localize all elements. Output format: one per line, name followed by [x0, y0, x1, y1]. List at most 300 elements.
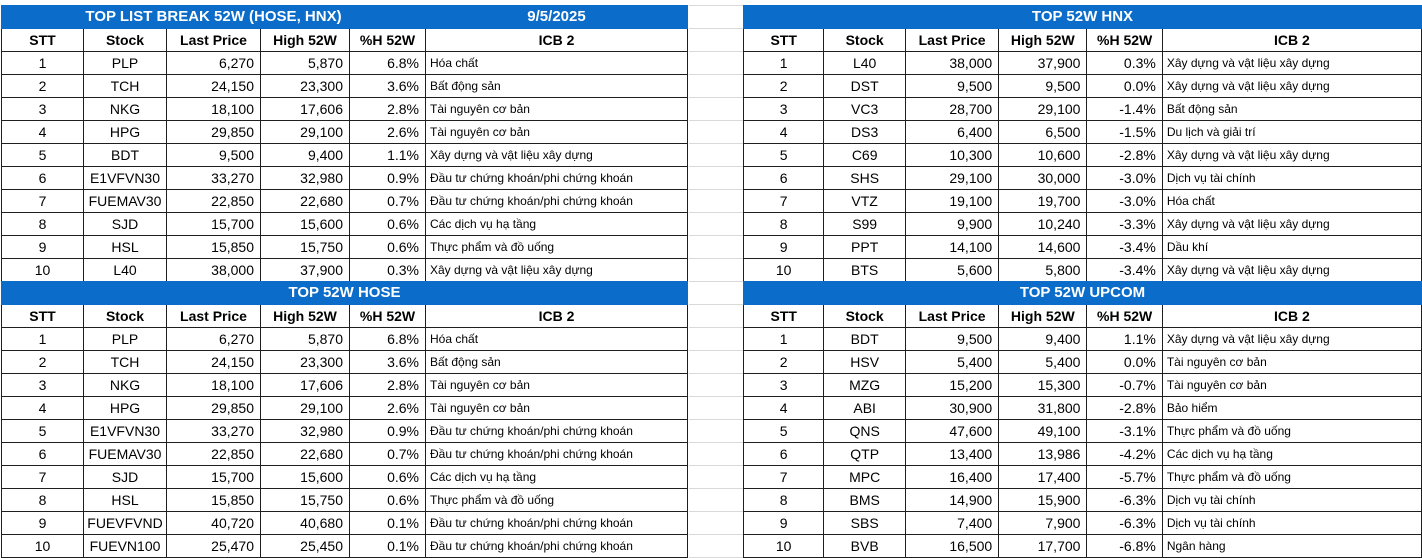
- table-row: [2, 535, 688, 558]
- cell-stock[interactable]: BMS: [824, 489, 906, 512]
- header-stt[interactable]: STT: [744, 29, 824, 52]
- cell-high-52w[interactable]: 25,450: [261, 535, 350, 558]
- cell-last-price[interactable]: 18,100: [167, 374, 261, 397]
- cell-icb2[interactable]: Tài nguyên cơ bản: [1162, 374, 1421, 397]
- cell-icb2[interactable]: Thực phẩm và đồ uống: [1162, 420, 1421, 443]
- cell-high-52w[interactable]: 49,100: [999, 420, 1087, 443]
- cell-last-price[interactable]: 24,150: [167, 75, 261, 98]
- cell-last-price[interactable]: 5,600: [905, 259, 998, 282]
- header-stock[interactable]: Stock: [84, 29, 167, 52]
- cell-icb2[interactable]: Xây dựng và vật liệu xây dựng: [1162, 144, 1421, 167]
- cell-high-52w[interactable]: 9,400: [261, 144, 350, 167]
- table-row: [744, 328, 1422, 351]
- cell-high-52w[interactable]: 9,400: [999, 328, 1087, 351]
- cell-icb2[interactable]: Xây dựng và vật liệu xây dựng: [1162, 213, 1421, 236]
- cell-stt[interactable]: 8: [2, 489, 84, 512]
- header-icb2[interactable]: ICB 2: [426, 305, 688, 328]
- cell-stock[interactable]: NKG: [84, 374, 167, 397]
- cell-stock[interactable]: L40: [84, 259, 167, 282]
- cell-high-52w[interactable]: 23,300: [261, 351, 350, 374]
- cell-last-price[interactable]: 38,000: [167, 259, 261, 282]
- cell-stock[interactable]: TCH: [84, 351, 167, 374]
- table-row: [2, 374, 688, 397]
- cell-last-price[interactable]: 16,500: [905, 535, 998, 558]
- cell-last-price[interactable]: 40,720: [167, 512, 261, 535]
- grid-line: [689, 488, 743, 489]
- cell-stt[interactable]: 6: [744, 443, 824, 466]
- cell-last-price[interactable]: 9,500: [905, 328, 998, 351]
- header-pct-52w[interactable]: %H 52W: [1087, 305, 1162, 328]
- cell-high-52w[interactable]: 15,750: [261, 489, 350, 512]
- cell-stt[interactable]: 9: [2, 236, 84, 259]
- cell-high-52w[interactable]: 40,680: [261, 512, 350, 535]
- cell-stock[interactable]: DST: [824, 75, 906, 98]
- cell-pct-52w[interactable]: -3.0%: [1087, 167, 1162, 190]
- cell-last-price[interactable]: 6,270: [167, 328, 261, 351]
- cell-last-price[interactable]: 29,100: [905, 167, 998, 190]
- cell-high-52w[interactable]: 10,240: [999, 213, 1087, 236]
- cell-stt[interactable]: 2: [2, 351, 84, 374]
- cell-stt[interactable]: 10: [2, 259, 84, 282]
- cell-icb2[interactable]: Bất động sản: [1162, 98, 1421, 121]
- cell-last-price[interactable]: 15,200: [905, 374, 998, 397]
- cell-last-price[interactable]: 15,850: [167, 489, 261, 512]
- header-icb2[interactable]: ICB 2: [426, 29, 688, 52]
- header-last-price[interactable]: Last Price: [167, 305, 261, 328]
- cell-stock[interactable]: MZG: [824, 374, 906, 397]
- header-icb2[interactable]: ICB 2: [1162, 305, 1421, 328]
- cell-pct-52w[interactable]: -3.0%: [1087, 190, 1162, 213]
- cell-icb2[interactable]: Dầu khí: [1162, 236, 1421, 259]
- cell-stock[interactable]: PLP: [84, 52, 167, 75]
- header-high-52w[interactable]: High 52W: [999, 29, 1087, 52]
- cell-stt[interactable]: 2: [744, 75, 824, 98]
- cell-icb2[interactable]: Ngân hàng: [1162, 535, 1421, 558]
- cell-pct-52w[interactable]: -3.1%: [1087, 420, 1162, 443]
- cell-last-price[interactable]: 9,500: [167, 144, 261, 167]
- cell-last-price[interactable]: 9,900: [905, 213, 998, 236]
- cell-last-price[interactable]: 6,400: [905, 121, 998, 144]
- cell-stock[interactable]: FUEMAV30: [84, 443, 167, 466]
- cell-icb2[interactable]: Đầu tư chứng khoán/phi chứng khoán: [426, 535, 688, 558]
- cell-stt[interactable]: 8: [744, 489, 824, 512]
- cell-pct-52w[interactable]: 0.6%: [350, 236, 426, 259]
- cell-pct-52w[interactable]: -4.2%: [1087, 443, 1162, 466]
- cell-last-price[interactable]: 28,700: [905, 98, 998, 121]
- cell-high-52w[interactable]: 32,980: [261, 420, 350, 443]
- cell-last-price[interactable]: 15,700: [167, 466, 261, 489]
- cell-icb2[interactable]: Thực phẩm và đồ uống: [426, 236, 688, 259]
- grid-line: [689, 97, 743, 98]
- table-row: [744, 52, 1422, 75]
- cell-stock[interactable]: FUEVN100: [84, 535, 167, 558]
- cell-high-52w[interactable]: 5,400: [999, 351, 1087, 374]
- table-title-row: [2, 6, 688, 29]
- cell-last-price[interactable]: 16,400: [905, 466, 998, 489]
- cell-high-52w[interactable]: 5,800: [999, 259, 1087, 282]
- cell-icb2[interactable]: Các dịch vụ hạ tầng: [426, 466, 688, 489]
- table-row: [744, 351, 1422, 374]
- header-high-52w[interactable]: High 52W: [999, 305, 1087, 328]
- cell-high-52w[interactable]: 23,300: [261, 75, 350, 98]
- cell-stock[interactable]: FUEMAV30: [84, 190, 167, 213]
- cell-stt[interactable]: 3: [2, 374, 84, 397]
- cell-pct-52w[interactable]: -2.8%: [1087, 397, 1162, 420]
- cell-stt[interactable]: 6: [2, 443, 84, 466]
- cell-icb2[interactable]: Dịch vụ tài chính: [1162, 489, 1421, 512]
- table-row: [744, 259, 1422, 282]
- cell-high-52w[interactable]: 37,900: [261, 259, 350, 282]
- cell-stt[interactable]: 9: [2, 512, 84, 535]
- cell-icb2[interactable]: Bất động sản: [426, 75, 688, 98]
- cell-last-price[interactable]: 19,100: [905, 190, 998, 213]
- header-last-price[interactable]: Last Price: [905, 29, 998, 52]
- cell-high-52w[interactable]: 29,100: [261, 397, 350, 420]
- cell-stt[interactable]: 8: [744, 213, 824, 236]
- cell-last-price[interactable]: 30,900: [905, 397, 998, 420]
- cell-stt[interactable]: 4: [2, 397, 84, 420]
- cell-high-52w[interactable]: 15,600: [261, 466, 350, 489]
- cell-pct-52w[interactable]: 0.0%: [1087, 351, 1162, 374]
- cell-stock[interactable]: DS3: [824, 121, 906, 144]
- cell-stt[interactable]: 10: [744, 259, 824, 282]
- cell-icb2[interactable]: Đầu tư chứng khoán/phi chứng khoán: [426, 443, 688, 466]
- table-row: [2, 351, 688, 374]
- stock-table: [743, 5, 1422, 282]
- cell-pct-52w[interactable]: 2.6%: [350, 397, 426, 420]
- cell-high-52w[interactable]: 7,900: [999, 512, 1087, 535]
- cell-stt[interactable]: 2: [2, 75, 84, 98]
- header-stock[interactable]: Stock: [824, 305, 906, 328]
- cell-stock[interactable]: E1VFVN30: [84, 167, 167, 190]
- cell-stock[interactable]: HPG: [84, 397, 167, 420]
- cell-icb2[interactable]: Đầu tư chứng khoán/phi chứng khoán: [426, 420, 688, 443]
- cell-last-price[interactable]: 15,850: [167, 236, 261, 259]
- cell-stock[interactable]: MPC: [824, 466, 906, 489]
- cell-icb2[interactable]: Xây dựng và vật liệu xây dựng: [1162, 259, 1421, 282]
- cell-high-52w[interactable]: 32,980: [261, 167, 350, 190]
- cell-pct-52w[interactable]: -1.4%: [1087, 98, 1162, 121]
- cell-stt[interactable]: 4: [2, 121, 84, 144]
- cell-icb2[interactable]: Bất động sản: [426, 351, 688, 374]
- cell-icb2[interactable]: Xây dựng và vật liệu xây dựng: [426, 144, 688, 167]
- column-header-row: [2, 305, 688, 328]
- table-row: [744, 236, 1422, 259]
- cell-last-price[interactable]: 14,100: [905, 236, 998, 259]
- cell-pct-52w[interactable]: 1.1%: [350, 144, 426, 167]
- cell-high-52w[interactable]: 15,300: [999, 374, 1087, 397]
- cell-pct-52w[interactable]: 3.6%: [350, 351, 426, 374]
- cell-pct-52w[interactable]: 0.3%: [1087, 52, 1162, 75]
- cell-pct-52w[interactable]: 0.1%: [350, 512, 426, 535]
- cell-stt[interactable]: 7: [744, 190, 824, 213]
- cell-high-52w[interactable]: 14,600: [999, 236, 1087, 259]
- cell-high-52w[interactable]: 29,100: [261, 121, 350, 144]
- header-pct-52w[interactable]: %H 52W: [1087, 29, 1162, 52]
- cell-pct-52w[interactable]: 0.0%: [1087, 75, 1162, 98]
- cell-high-52w[interactable]: 15,750: [261, 236, 350, 259]
- cell-last-price[interactable]: 24,150: [167, 351, 261, 374]
- cell-icb2[interactable]: Du lịch và giải trí: [1162, 121, 1421, 144]
- cell-last-price[interactable]: 33,270: [167, 167, 261, 190]
- cell-high-52w[interactable]: 15,600: [261, 213, 350, 236]
- header-high-52w[interactable]: High 52W: [261, 29, 350, 52]
- cell-pct-52w[interactable]: -5.7%: [1087, 466, 1162, 489]
- cell-stt[interactable]: 3: [744, 374, 824, 397]
- table-row: [2, 52, 688, 75]
- cell-pct-52w[interactable]: 6.8%: [350, 52, 426, 75]
- cell-icb2[interactable]: Dịch vụ tài chính: [1162, 167, 1421, 190]
- cell-pct-52w[interactable]: 2.8%: [350, 98, 426, 121]
- cell-stock[interactable]: S99: [824, 213, 906, 236]
- table-row: [2, 75, 688, 98]
- cell-icb2[interactable]: Xây dựng và vật liệu xây dựng: [1162, 75, 1421, 98]
- header-stt[interactable]: STT: [2, 305, 84, 328]
- cell-icb2[interactable]: Thực phẩm và đồ uống: [426, 489, 688, 512]
- cell-stt[interactable]: 4: [744, 397, 824, 420]
- cell-stock[interactable]: BTS: [824, 259, 906, 282]
- cell-icb2[interactable]: Hóa chất: [426, 328, 688, 351]
- cell-high-52w[interactable]: 10,600: [999, 144, 1087, 167]
- cell-high-52w[interactable]: 6,500: [999, 121, 1087, 144]
- cell-high-52w[interactable]: 13,986: [999, 443, 1087, 466]
- cell-icb2[interactable]: Tài nguyên cơ bản: [426, 374, 688, 397]
- cell-stt[interactable]: 6: [744, 167, 824, 190]
- cell-pct-52w[interactable]: -1.5%: [1087, 121, 1162, 144]
- cell-high-52w[interactable]: 22,680: [261, 443, 350, 466]
- cell-pct-52w[interactable]: 2.8%: [350, 374, 426, 397]
- cell-stock[interactable]: FUEVFVND: [84, 512, 167, 535]
- cell-high-52w[interactable]: 22,680: [261, 190, 350, 213]
- cell-pct-52w[interactable]: 0.3%: [350, 259, 426, 282]
- cell-last-price[interactable]: 15,700: [167, 213, 261, 236]
- cell-stock[interactable]: HSL: [84, 489, 167, 512]
- header-stock[interactable]: Stock: [824, 29, 906, 52]
- cell-stt[interactable]: 5: [744, 420, 824, 443]
- cell-pct-52w[interactable]: -6.3%: [1087, 512, 1162, 535]
- cell-icb2[interactable]: Xây dựng và vật liệu xây dựng: [1162, 328, 1421, 351]
- cell-stock[interactable]: BDT: [824, 328, 906, 351]
- table-row: [744, 144, 1422, 167]
- cell-last-price[interactable]: 18,100: [167, 98, 261, 121]
- cell-stock[interactable]: SJD: [84, 466, 167, 489]
- cell-pct-52w[interactable]: 2.6%: [350, 121, 426, 144]
- cell-stt[interactable]: 7: [744, 466, 824, 489]
- cell-pct-52w[interactable]: -6.8%: [1087, 535, 1162, 558]
- cell-stock[interactable]: BDT: [84, 144, 167, 167]
- cell-stock[interactable]: HPG: [84, 121, 167, 144]
- table-row: [744, 443, 1422, 466]
- table-row: [2, 144, 688, 167]
- cell-icb2[interactable]: Tài nguyên cơ bản: [426, 397, 688, 420]
- cell-stt[interactable]: 1: [2, 328, 84, 351]
- cell-icb2[interactable]: Hóa chất: [1162, 190, 1421, 213]
- cell-high-52w[interactable]: 9,500: [999, 75, 1087, 98]
- cell-icb2[interactable]: Tài nguyên cơ bản: [1162, 351, 1421, 374]
- cell-last-price[interactable]: 33,270: [167, 420, 261, 443]
- cell-high-52w[interactable]: 30,000: [999, 167, 1087, 190]
- cell-stock[interactable]: QTP: [824, 443, 906, 466]
- cell-pct-52w[interactable]: 1.1%: [1087, 328, 1162, 351]
- cell-stt[interactable]: 3: [744, 98, 824, 121]
- header-pct-52w[interactable]: %H 52W: [350, 305, 426, 328]
- cell-icb2[interactable]: Thực phẩm và đồ uống: [1162, 466, 1421, 489]
- cell-icb2[interactable]: Đầu tư chứng khoán/phi chứng khoán: [426, 190, 688, 213]
- cell-high-52w[interactable]: 19,700: [999, 190, 1087, 213]
- cell-high-52w[interactable]: 31,800: [999, 397, 1087, 420]
- cell-high-52w[interactable]: 5,870: [261, 328, 350, 351]
- cell-last-price[interactable]: 22,850: [167, 190, 261, 213]
- table-title[interactable]: TOP 52W HNX: [744, 6, 1422, 29]
- cell-pct-52w[interactable]: 3.6%: [350, 75, 426, 98]
- table-row: [2, 190, 688, 213]
- cell-pct-52w[interactable]: 0.9%: [350, 167, 426, 190]
- cell-stt[interactable]: 2: [744, 351, 824, 374]
- cell-pct-52w[interactable]: 0.6%: [350, 489, 426, 512]
- cell-stock[interactable]: QNS: [824, 420, 906, 443]
- cell-pct-52w[interactable]: 6.8%: [350, 328, 426, 351]
- header-high-52w[interactable]: High 52W: [261, 305, 350, 328]
- cell-stt[interactable]: 7: [2, 190, 84, 213]
- cell-stt[interactable]: 6: [2, 167, 84, 190]
- cell-stt[interactable]: 10: [744, 535, 824, 558]
- cell-high-52w[interactable]: 17,400: [999, 466, 1087, 489]
- table-row: [2, 213, 688, 236]
- cell-pct-52w[interactable]: -3.3%: [1087, 213, 1162, 236]
- cell-stt[interactable]: 1: [744, 328, 824, 351]
- cell-icb2[interactable]: Hóa chất: [426, 52, 688, 75]
- cell-pct-52w[interactable]: -3.4%: [1087, 259, 1162, 282]
- cell-stt[interactable]: 7: [2, 466, 84, 489]
- report-date[interactable]: 9/5/2025: [426, 6, 688, 29]
- cell-icb2[interactable]: Dịch vụ tài chính: [1162, 512, 1421, 535]
- cell-last-price[interactable]: 14,900: [905, 489, 998, 512]
- table-row: [2, 121, 688, 144]
- header-stock[interactable]: Stock: [84, 305, 167, 328]
- cell-stock[interactable]: L40: [824, 52, 906, 75]
- cell-pct-52w[interactable]: -6.3%: [1087, 489, 1162, 512]
- cell-stock[interactable]: HSV: [824, 351, 906, 374]
- cell-stock[interactable]: E1VFVN30: [84, 420, 167, 443]
- cell-stt[interactable]: 1: [744, 52, 824, 75]
- table-title[interactable]: TOP 52W UPCOM: [744, 282, 1422, 305]
- cell-icb2[interactable]: Đầu tư chứng khoán/phi chứng khoán: [426, 167, 688, 190]
- header-icb2[interactable]: ICB 2: [1162, 29, 1421, 52]
- cell-pct-52w[interactable]: 0.6%: [350, 466, 426, 489]
- cell-stt[interactable]: 5: [744, 144, 824, 167]
- cell-stock[interactable]: TCH: [84, 75, 167, 98]
- cell-icb2[interactable]: Các dịch vụ hạ tầng: [426, 213, 688, 236]
- table-row: [2, 259, 688, 282]
- cell-high-52w[interactable]: 15,900: [999, 489, 1087, 512]
- grid-line: [689, 258, 743, 259]
- cell-icb2[interactable]: Tài nguyên cơ bản: [426, 98, 688, 121]
- header-stt[interactable]: STT: [2, 29, 84, 52]
- cell-stock[interactable]: BVB: [824, 535, 906, 558]
- cell-stt[interactable]: 9: [744, 236, 824, 259]
- cell-icb2[interactable]: Đầu tư chứng khoán/phi chứng khoán: [426, 512, 688, 535]
- cell-stt[interactable]: 8: [2, 213, 84, 236]
- cell-high-52w[interactable]: 37,900: [999, 52, 1087, 75]
- cell-pct-52w[interactable]: -0.7%: [1087, 374, 1162, 397]
- table-title-row: [744, 282, 1422, 305]
- cell-stt[interactable]: 5: [2, 144, 84, 167]
- cell-icb2[interactable]: Tài nguyên cơ bản: [426, 121, 688, 144]
- cell-pct-52w[interactable]: 0.6%: [350, 213, 426, 236]
- table-title-row: [2, 282, 688, 305]
- cell-high-52w[interactable]: 5,870: [261, 52, 350, 75]
- table-row: [744, 75, 1422, 98]
- header-stt[interactable]: STT: [744, 305, 824, 328]
- header-last-price[interactable]: Last Price: [905, 305, 998, 328]
- cell-pct-52w[interactable]: 0.7%: [350, 443, 426, 466]
- cell-last-price[interactable]: 29,850: [167, 397, 261, 420]
- cell-icb2[interactable]: Bảo hiểm: [1162, 397, 1421, 420]
- cell-icb2[interactable]: Xây dựng và vật liệu xây dựng: [426, 259, 688, 282]
- cell-pct-52w[interactable]: 0.7%: [350, 190, 426, 213]
- cell-stt[interactable]: 1: [2, 52, 84, 75]
- header-last-price[interactable]: Last Price: [167, 29, 261, 52]
- cell-stt[interactable]: 3: [2, 98, 84, 121]
- cell-stock[interactable]: VTZ: [824, 190, 906, 213]
- cell-stt[interactable]: 5: [2, 420, 84, 443]
- table-title[interactable]: TOP 52W HOSE: [2, 282, 688, 305]
- table-row: [744, 466, 1422, 489]
- cell-pct-52w[interactable]: -2.8%: [1087, 144, 1162, 167]
- cell-stock[interactable]: ABI: [824, 397, 906, 420]
- cell-last-price[interactable]: 5,400: [905, 351, 998, 374]
- table-title[interactable]: TOP LIST BREAK 52W (HOSE, HNX): [2, 6, 426, 29]
- cell-last-price[interactable]: 47,600: [905, 420, 998, 443]
- cell-last-price[interactable]: 25,470: [167, 535, 261, 558]
- cell-last-price[interactable]: 29,850: [167, 121, 261, 144]
- cell-pct-52w[interactable]: 0.9%: [350, 420, 426, 443]
- cell-stock[interactable]: SHS: [824, 167, 906, 190]
- cell-stock[interactable]: HSL: [84, 236, 167, 259]
- cell-last-price[interactable]: 7,400: [905, 512, 998, 535]
- cell-last-price[interactable]: 22,850: [167, 443, 261, 466]
- table-row: [744, 213, 1422, 236]
- cell-stock[interactable]: SJD: [84, 213, 167, 236]
- cell-stock[interactable]: PPT: [824, 236, 906, 259]
- cell-last-price[interactable]: 13,400: [905, 443, 998, 466]
- cell-stt[interactable]: 10: [2, 535, 84, 558]
- cell-last-price[interactable]: 6,270: [167, 52, 261, 75]
- cell-last-price[interactable]: 9,500: [905, 75, 998, 98]
- header-pct-52w[interactable]: %H 52W: [350, 29, 426, 52]
- table-row: [2, 443, 688, 466]
- cell-stock[interactable]: VC3: [824, 98, 906, 121]
- table-row: [2, 420, 688, 443]
- cell-high-52w[interactable]: 17,606: [261, 98, 350, 121]
- cell-high-52w[interactable]: 17,606: [261, 374, 350, 397]
- cell-high-52w[interactable]: 17,700: [999, 535, 1087, 558]
- cell-high-52w[interactable]: 29,100: [999, 98, 1087, 121]
- cell-pct-52w[interactable]: 0.1%: [350, 535, 426, 558]
- cell-stt[interactable]: 4: [744, 121, 824, 144]
- cell-stt[interactable]: 9: [744, 512, 824, 535]
- cell-stock[interactable]: PLP: [84, 328, 167, 351]
- cell-stock[interactable]: SBS: [824, 512, 906, 535]
- cell-icb2[interactable]: Xây dựng và vật liệu xây dựng: [1162, 52, 1421, 75]
- cell-pct-52w[interactable]: -3.4%: [1087, 236, 1162, 259]
- cell-icb2[interactable]: Các dịch vụ hạ tầng: [1162, 443, 1421, 466]
- cell-stock[interactable]: NKG: [84, 98, 167, 121]
- cell-stock[interactable]: C69: [824, 144, 906, 167]
- cell-last-price[interactable]: 10,300: [905, 144, 998, 167]
- grid-line: [689, 235, 743, 236]
- cell-last-price[interactable]: 38,000: [905, 52, 998, 75]
